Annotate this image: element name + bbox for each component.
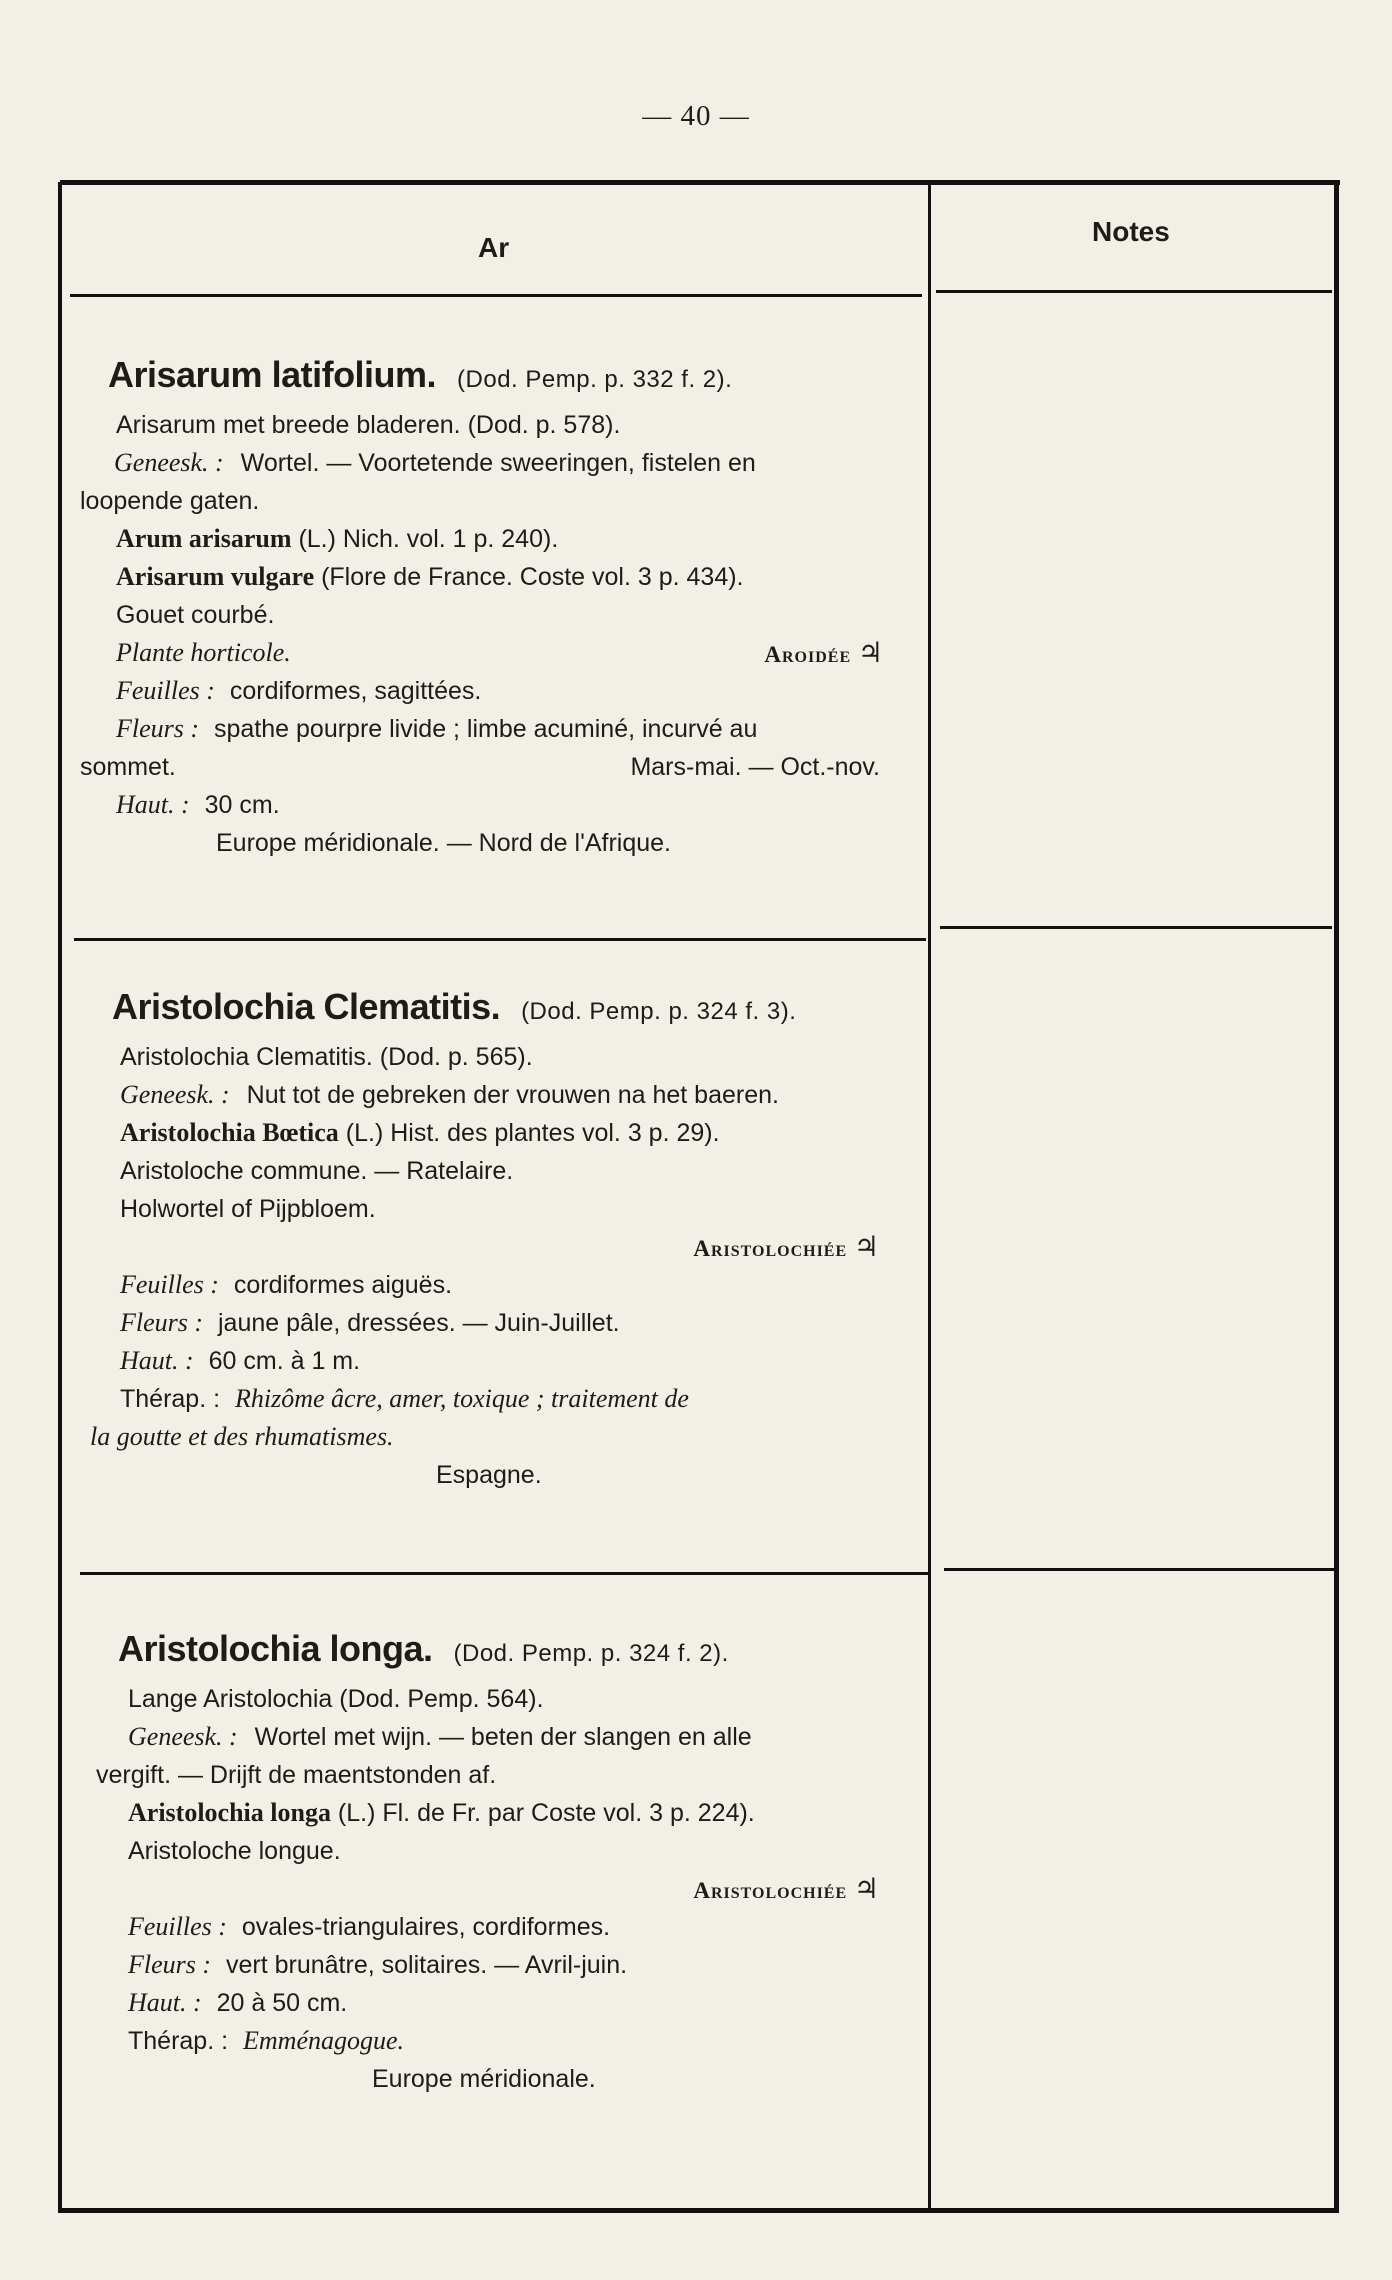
leaves-label: Feuilles : — [116, 676, 215, 705]
common-name: Aristoloche longue. — [128, 1837, 341, 1865]
entry-divider-left-2 — [80, 1572, 928, 1575]
family-label: Aristolochiée — [693, 1236, 848, 1261]
height-label: Haut. : — [128, 1988, 202, 2017]
family-name — [693, 1870, 880, 1910]
table-bottom-border — [58, 2208, 1339, 2213]
perennial-symbol-icon: ♃ — [857, 636, 884, 669]
column-header-left: Ar — [478, 232, 510, 263]
entry-reference: (Dod. Pemp. p. 324 f. 3). — [521, 998, 797, 1025]
entry-arisarum-latifolium — [80, 356, 920, 862]
common-name: Aristoloche commune. — Ratelaire. — [120, 1157, 514, 1185]
geneesk-text: Wortel. — Voortetende sweeringen, fistelen en — [240, 449, 756, 477]
entry-title: Aristolochia longa. — [118, 1628, 433, 1669]
therapy-text: Rhizôme âcre, amer, toxique ; traitement de — [235, 1384, 689, 1413]
synonym-ref: (Flore de France. Coste vol. 3 p. 434). — [321, 563, 744, 591]
synonym-ref: (L.) Fl. de Fr. par Coste vol. 3 p. 224). — [337, 1799, 755, 1827]
family-label: Aristolochiée — [693, 1878, 848, 1903]
therapy-label: Thérap. : — [128, 2027, 229, 2055]
entry-divider-right-2 — [944, 1568, 1334, 1571]
flowers-text: spathe pourpre livide ; limbe acuminé, incurvé au — [214, 715, 758, 743]
flowers-label: Fleurs : — [120, 1308, 204, 1337]
flowers-text-cont: sommet. — [80, 753, 176, 781]
geneesk-label: Geneesk. : — [114, 448, 224, 477]
therapy-text-cont: la goutte et des rhumatismes. — [90, 1422, 394, 1451]
distribution: Europe méridionale. — Nord de l'Afrique. — [216, 829, 672, 857]
header-divider-left — [70, 294, 922, 297]
entry-title: Arisarum latifolium. — [108, 354, 437, 395]
therapy-label: Thérap. : — [120, 1385, 221, 1413]
table-left-border — [58, 182, 62, 2212]
synonym-name: Aristolochia longa — [128, 1798, 331, 1827]
synonym-ref: (L.) Nich. vol. 1 p. 240). — [298, 525, 559, 553]
leaves-label: Feuilles : — [128, 1912, 227, 1941]
synonym-name: Aristolochia Bœtica — [120, 1118, 339, 1147]
entry-reference: (Dod. Pemp. p. 324 f. 2). — [453, 1640, 729, 1667]
dutch-name: Lange Aristolochia (Dod. Pemp. 564). — [128, 1685, 544, 1713]
entry-aristolochia-clematitis — [80, 988, 920, 1494]
synonym-name: Arum arisarum — [116, 524, 292, 553]
synonym-name: Arisarum vulgare — [116, 562, 315, 591]
header-divider-right — [936, 290, 1332, 293]
common-name: Gouet courbé. — [116, 601, 275, 629]
leaves-text: ovales-triangulaires, cordiformes. — [241, 1913, 611, 1941]
therapy-text: Emménagogue. — [243, 2026, 405, 2055]
page-number: — 40 — — [642, 100, 750, 132]
entry-reference: (Dod. Pemp. p. 332 f. 2). — [457, 366, 733, 393]
distribution: Espagne. — [436, 1461, 542, 1489]
family-name — [693, 1228, 880, 1268]
flowers-label: Fleurs : — [128, 1950, 212, 1979]
height-label: Haut. : — [120, 1346, 194, 1375]
leaves-label: Feuilles : — [120, 1270, 219, 1299]
geneesk-text-cont: loopende gaten. — [80, 487, 260, 515]
synonym-ref: (L.) Hist. des plantes vol. 3 p. 29). — [345, 1119, 720, 1147]
flowers-label: Fleurs : — [116, 714, 200, 743]
flowers-text: vert brunâtre, solitaires. — Avril-juin. — [226, 1951, 628, 1979]
horticultural-note: Plante horticole. — [116, 638, 291, 667]
geneesk-label: Geneesk. : — [120, 1080, 230, 1109]
family-label: Aroidée — [764, 642, 852, 667]
geneesk-label: Geneesk. : — [128, 1722, 238, 1751]
leaves-text: cordiformes, sagittées. — [229, 677, 482, 705]
entry-divider-left-1 — [74, 938, 926, 941]
flowering-time: Mars-mai. — Oct.-nov. — [630, 753, 880, 781]
table-right-border — [1334, 182, 1339, 2212]
height-text: 60 cm. à 1 m. — [208, 1347, 361, 1375]
common-name-dutch: Holwortel of Pijpbloem. — [120, 1195, 376, 1223]
entry-divider-right-1 — [940, 926, 1332, 929]
leaves-text: cordiformes aiguës. — [233, 1271, 453, 1299]
height-label: Haut. : — [116, 790, 190, 819]
flowers-text: jaune pâle, dressées. — Juin-Juillet. — [218, 1309, 620, 1337]
column-header-notes: Notes — [1092, 216, 1170, 247]
family-name — [764, 634, 884, 674]
distribution: Europe méridionale. — [372, 2065, 596, 2093]
table-middle-border — [928, 182, 931, 2212]
dutch-name: Arisarum met breede bladeren. (Dod. p. 578). — [116, 411, 621, 439]
geneesk-text: Nut tot de gebreken der vrouwen na het baeren. — [246, 1081, 779, 1109]
geneesk-text: Wortel met wijn. — beten der slangen en alle — [254, 1723, 752, 1751]
height-text: 30 cm. — [204, 791, 280, 819]
geneesk-text-cont: vergift. — Drijft de maentstonden af. — [96, 1761, 497, 1789]
dutch-name: Aristolochia Clematitis. (Dod. p. 565). — [120, 1043, 533, 1071]
entry-title: Aristolochia Clematitis. — [112, 986, 501, 1027]
perennial-symbol-icon: ♃ — [853, 1872, 880, 1905]
entry-aristolochia-longa — [80, 1630, 920, 2098]
perennial-symbol-icon: ♃ — [853, 1230, 880, 1263]
height-text: 20 à 50 cm. — [216, 1989, 348, 2017]
